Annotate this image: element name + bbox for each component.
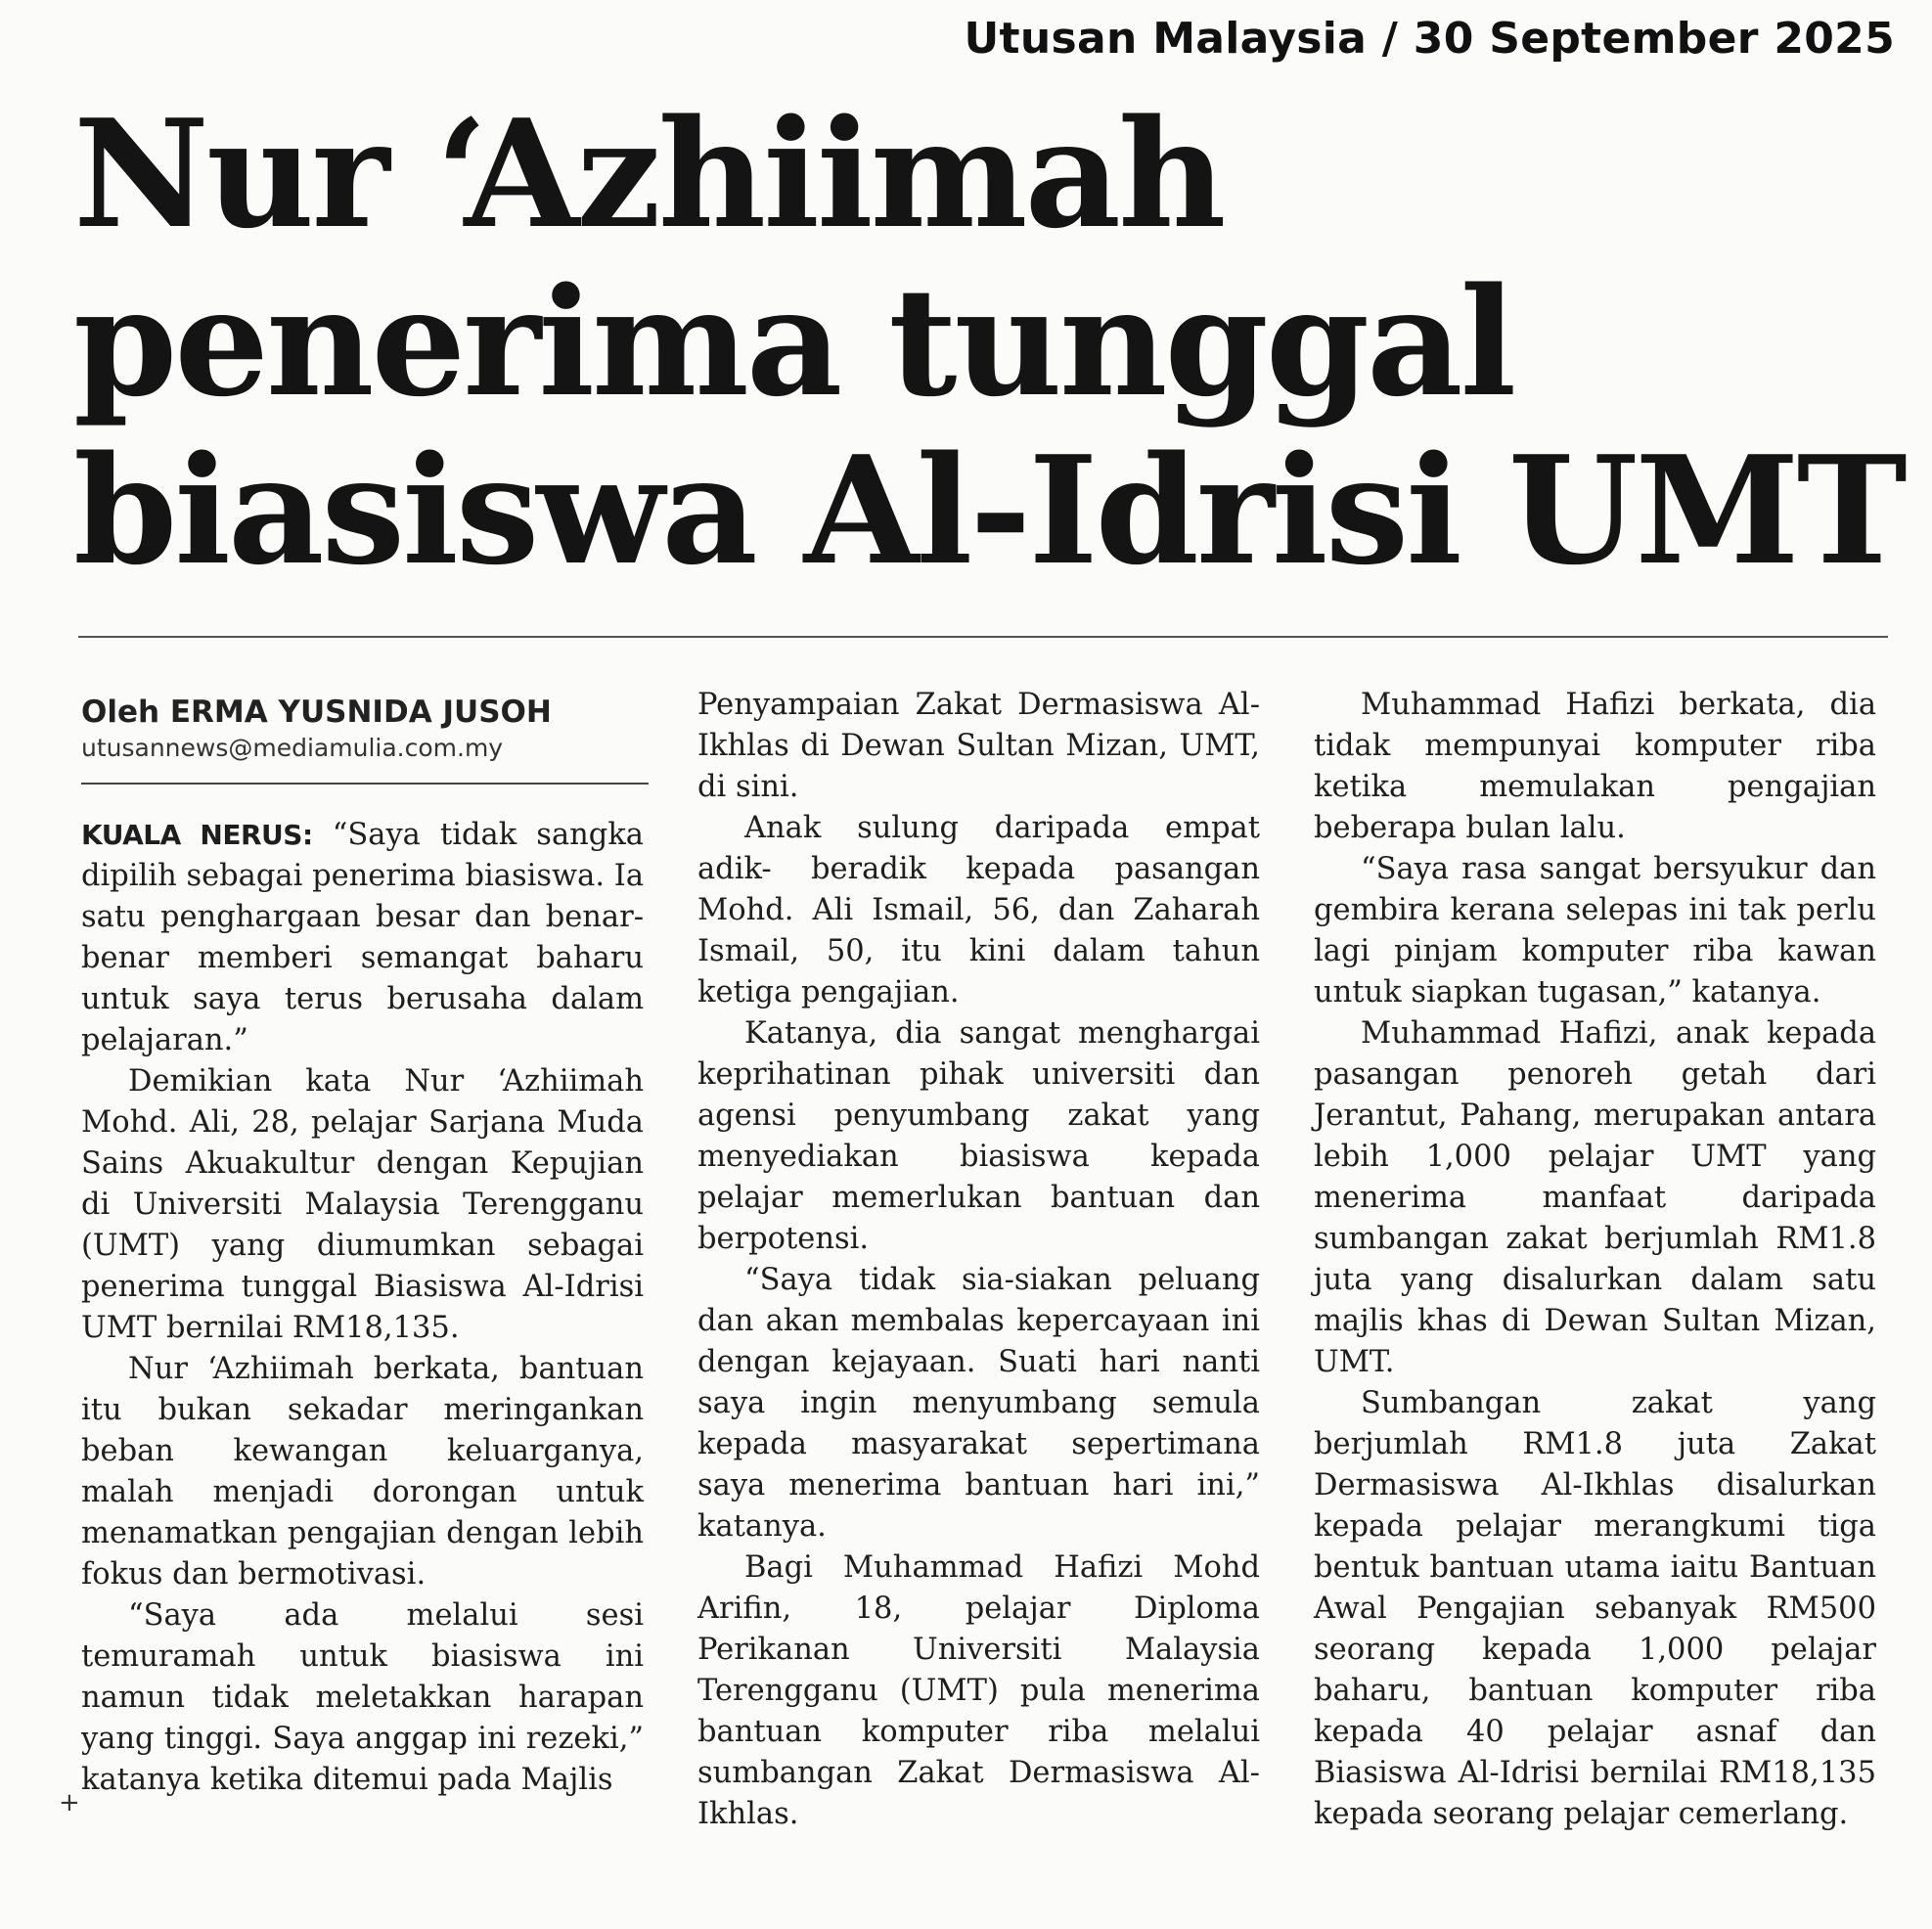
margin-mark: + [59, 1788, 80, 1817]
paragraph: Muhammad Hafizi, anak kepada pasangan penoreh getah dari Jerantut, Pahang, merupakan antara lebih 1,000 pelajar UMT yang menerima manfaat daripada sumbangan zakat berjumlah RM1.8 juta yang disalurkan dalam satu majlis khas di Dewan Sultan Mizan, UMT. [1314, 1016, 1876, 1379]
headline-divider [78, 636, 1888, 638]
byline-email: utusannews@mediamulia.com.my [81, 734, 504, 762]
paragraph: Muhammad Hafizi berkata, dia tidak mempunyai komputer riba ketika memulakan pengajian beberapa bulan lalu. [1314, 688, 1876, 845]
paragraph: “Saya tidak sia-siakan peluang dan akan membalas kepercayaan ini dengan kejayaan. Suati hari nanti saya ingin menyumbang semula kepada masyarakat sepertimana saya menerima bantuan hari ini,” katanya. [697, 1263, 1260, 1544]
paragraph: “Saya rasa sangat bersyukur dan gembira kerana selepas ini tak perlu lagi pinjam komputer riba kawan untuk siapkan tugasan,” katanya. [1314, 852, 1876, 1009]
paragraph: Sumbangan zakat yang berjumlah RM1.8 juta Zakat Dermasiswa Al-Ikhlas disalurkan kepada pelajar merangkumi tiga bentuk bantuan utama iaitu Bantuan Awal Pengajian sebanyak RM500 seorang kepada 1,000 pelajar baharu, bantuan komputer riba kepada 40 pelajar asnaf dan Biasiswa Al-Idrisi bernilai RM18,135 kepada seorang pelajar cemerlang. [1314, 1386, 1876, 1831]
paragraph: Penyampaian Zakat Dermasiswa Al-Ikhlas di Dewan Sultan Mizan, UMT, di sini. [697, 688, 1260, 804]
paragraph: Nur ‘Azhiimah berkata, bantuan itu bukan sekadar meringankan beban kewangan keluarganya, malah menjadi dorongan untuk menamatkan pengajian dengan lebih fokus dan bermotivasi. [81, 1352, 644, 1592]
source-label: Utusan Malaysia / 30 September 2025 [964, 14, 1895, 64]
headline-line-1: Nur ‘Azhiimah [73, 86, 1224, 261]
paragraph: Demikian kata Nur ‘Azhiimah Mohd. Ali, 28, pelajar Sarjana Muda Sains Akuakultur dengan Kepujian di Universiti Malaysia Terengganu (UMT) yang diumumkan sebagai penerima tunggal Biasiswa Al-Idrisi UMT bernilai RM18,135. [81, 1064, 644, 1345]
byline-author: Oleh ERMA YUSNIDA JUSOH [81, 695, 552, 730]
byline [81, 695, 649, 762]
article-column-3 [1314, 685, 1876, 1835]
paragraph [81, 815, 644, 1061]
headline-line-3: biasiswa Al-Idrisi UMT [73, 423, 1905, 598]
article-column-2 [697, 685, 1260, 1835]
paragraph-text: “Saya tidak sangka dipilih sebagai penerima biasiswa. Ia satu penghargaan besar dan benar-benar memberi semangat baharu untuk saya terus berusaha dalam pelajaran.” [81, 818, 644, 1057]
paragraph: Katanya, dia sangat menghargai keprihatinan pihak universiti dan agensi penyumbang zakat yang menyediakan biasiswa kepada pelajar memerlukan bantuan dan berpotensi. [697, 1016, 1260, 1256]
headline [73, 86, 1905, 598]
paragraph: “Saya ada melalui sesi temuramah untuk biasiswa ini namun tidak meletakkan harapan yang tinggi. Saya anggap ini rezeki,” katanya ketika ditemui pada Majlis [81, 1598, 644, 1797]
headline-line-2: penerima tunggal [73, 254, 1514, 429]
byline-divider [81, 783, 649, 785]
paragraph: Bagi Muhammad Hafizi Mohd Arifin, 18, pelajar Diploma Perikanan Universiti Malaysia Terengganu (UMT) pula menerima bantuan komputer riba melalui sumbangan Zakat Dermasiswa Al-Ikhlas. [697, 1550, 1260, 1831]
dateline: KUALA NERUS: [81, 819, 313, 851]
article-column-1 [81, 815, 644, 1801]
paragraph: Anak sulung daripada empat adik- beradik kepada pasangan Mohd. Ali Ismail, 56, dan Zaharah Ismail, 50, itu kini dalam tahun ketiga pengajian. [697, 811, 1260, 1009]
